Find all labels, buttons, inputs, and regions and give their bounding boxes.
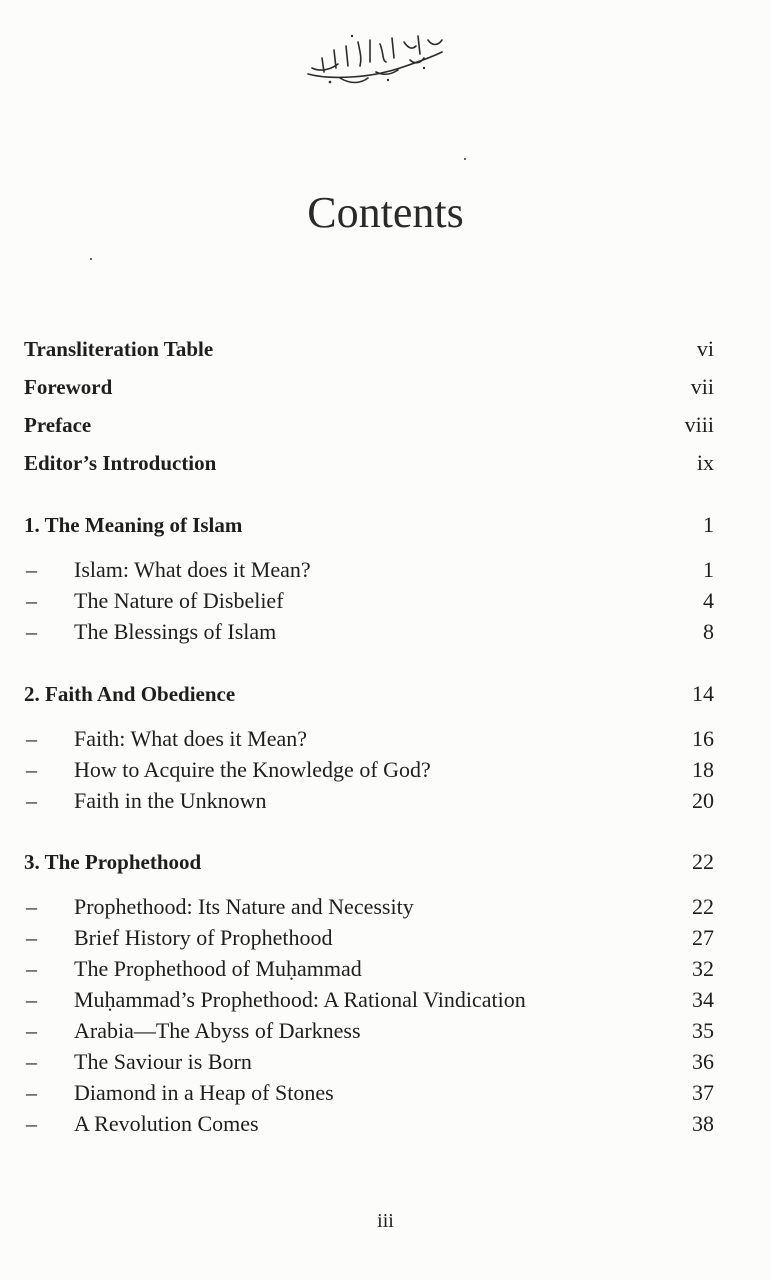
dash-marker: –	[26, 894, 37, 919]
toc-page-number: 37	[692, 1080, 714, 1105]
page-number: iii	[377, 1210, 394, 1232]
toc-section-label: – Muḥammad’s Prophethood: A Rational Vindication	[26, 987, 526, 1012]
dash-marker: –	[26, 925, 37, 950]
toc-chapter-label: 2. Faith And Obedience	[24, 682, 236, 706]
toc-entry-label: Foreword	[24, 375, 113, 399]
toc-entry-label: Preface	[24, 413, 92, 437]
toc-section-label: – How to Acquire the Knowledge of God?	[26, 757, 431, 782]
toc-section-label: – Prophethood: Its Nature and Necessity	[26, 894, 414, 919]
toc-page-number: 16	[692, 726, 714, 751]
toc-section-label: – Diamond in a Heap of Stones	[26, 1080, 334, 1105]
toc-page-number: 36	[692, 1049, 714, 1074]
toc-entry-label: Editor’s Introduction	[24, 451, 217, 475]
toc-section-label: – A Revolution Comes	[26, 1111, 259, 1136]
toc-page-number: 1	[703, 557, 714, 582]
toc-section-label: – Faith in the Unknown	[26, 788, 267, 813]
toc-chapter-label: 3. The Prophethood	[24, 850, 202, 874]
toc-section	[24, 757, 714, 787]
basmala-calligraphy	[300, 28, 450, 90]
toc-section	[24, 1049, 714, 1079]
toc-section-label: – Brief History of Prophethood	[26, 925, 333, 950]
toc-chapter-label: 1. The Meaning of Islam	[24, 513, 243, 537]
toc-page-number: 22	[692, 894, 714, 919]
dash-marker: –	[26, 1018, 37, 1043]
toc-section-label: – Islam: What does it Mean?	[26, 557, 311, 582]
toc-page-number: 32	[692, 956, 714, 981]
toc-page-number: 20	[692, 788, 714, 813]
toc-section	[24, 1018, 714, 1048]
toc-page-number: 1	[703, 512, 714, 537]
dash-marker: –	[26, 557, 37, 582]
toc-section	[24, 726, 714, 756]
toc-section	[24, 557, 714, 587]
toc-section-label: – Faith: What does it Mean?	[26, 726, 307, 751]
dash-marker: –	[26, 757, 37, 782]
toc-page-number: 38	[692, 1111, 714, 1136]
dash-marker: –	[26, 1080, 37, 1105]
toc-entry-label: Transliteration Table	[24, 337, 214, 361]
toc-section	[24, 956, 714, 986]
toc-page-number: 22	[692, 849, 714, 874]
toc-section	[24, 588, 714, 618]
dash-marker: –	[26, 726, 37, 751]
toc-page-number: viii	[684, 412, 714, 437]
toc-page-number: 18	[692, 757, 714, 782]
toc-page-number: vi	[696, 336, 714, 361]
toc-page-number: ix	[696, 450, 714, 475]
toc-section-label: – The Blessings of Islam	[26, 619, 277, 644]
toc-entry-foreword	[24, 374, 714, 404]
dash-marker: –	[26, 788, 37, 813]
toc-section	[24, 925, 714, 955]
toc-chapter-3	[24, 849, 714, 879]
toc-entry-editors-introduction	[24, 450, 714, 480]
toc-entry-preface	[24, 412, 714, 442]
page-title: Contents	[307, 188, 464, 237]
toc-section-label: – The Prophethood of Muḥammad	[26, 956, 362, 981]
toc-page-number: 34	[692, 987, 714, 1012]
toc-section	[24, 1080, 714, 1110]
dash-marker: –	[26, 1111, 37, 1136]
toc-page-number: 8	[703, 619, 714, 644]
toc-section	[24, 1111, 714, 1141]
toc-section-label: – The Saviour is Born	[26, 1049, 252, 1074]
print-speck	[90, 258, 92, 260]
toc-page-number: vii	[690, 374, 714, 399]
toc-page-number: 27	[692, 925, 714, 950]
dash-marker: –	[26, 956, 37, 981]
dash-marker: –	[26, 987, 37, 1012]
toc-page-number: 4	[703, 588, 714, 613]
toc-page-number: 14	[692, 681, 714, 706]
toc-chapter-1	[24, 512, 714, 542]
toc-section	[24, 788, 714, 818]
dash-marker: –	[26, 1049, 37, 1074]
dash-marker: –	[26, 588, 37, 613]
toc-chapter-2	[24, 681, 714, 711]
toc-section	[24, 619, 714, 649]
toc-section-label: – Arabia—The Abyss of Darkness	[26, 1018, 361, 1043]
toc-section	[24, 987, 714, 1017]
toc-page-number: 35	[692, 1018, 714, 1043]
toc-section	[24, 894, 714, 924]
toc-section-label: – The Nature of Disbelief	[26, 588, 284, 613]
print-speck	[464, 158, 466, 160]
dash-marker: –	[26, 619, 37, 644]
toc-entry-transliteration-table	[24, 336, 714, 366]
